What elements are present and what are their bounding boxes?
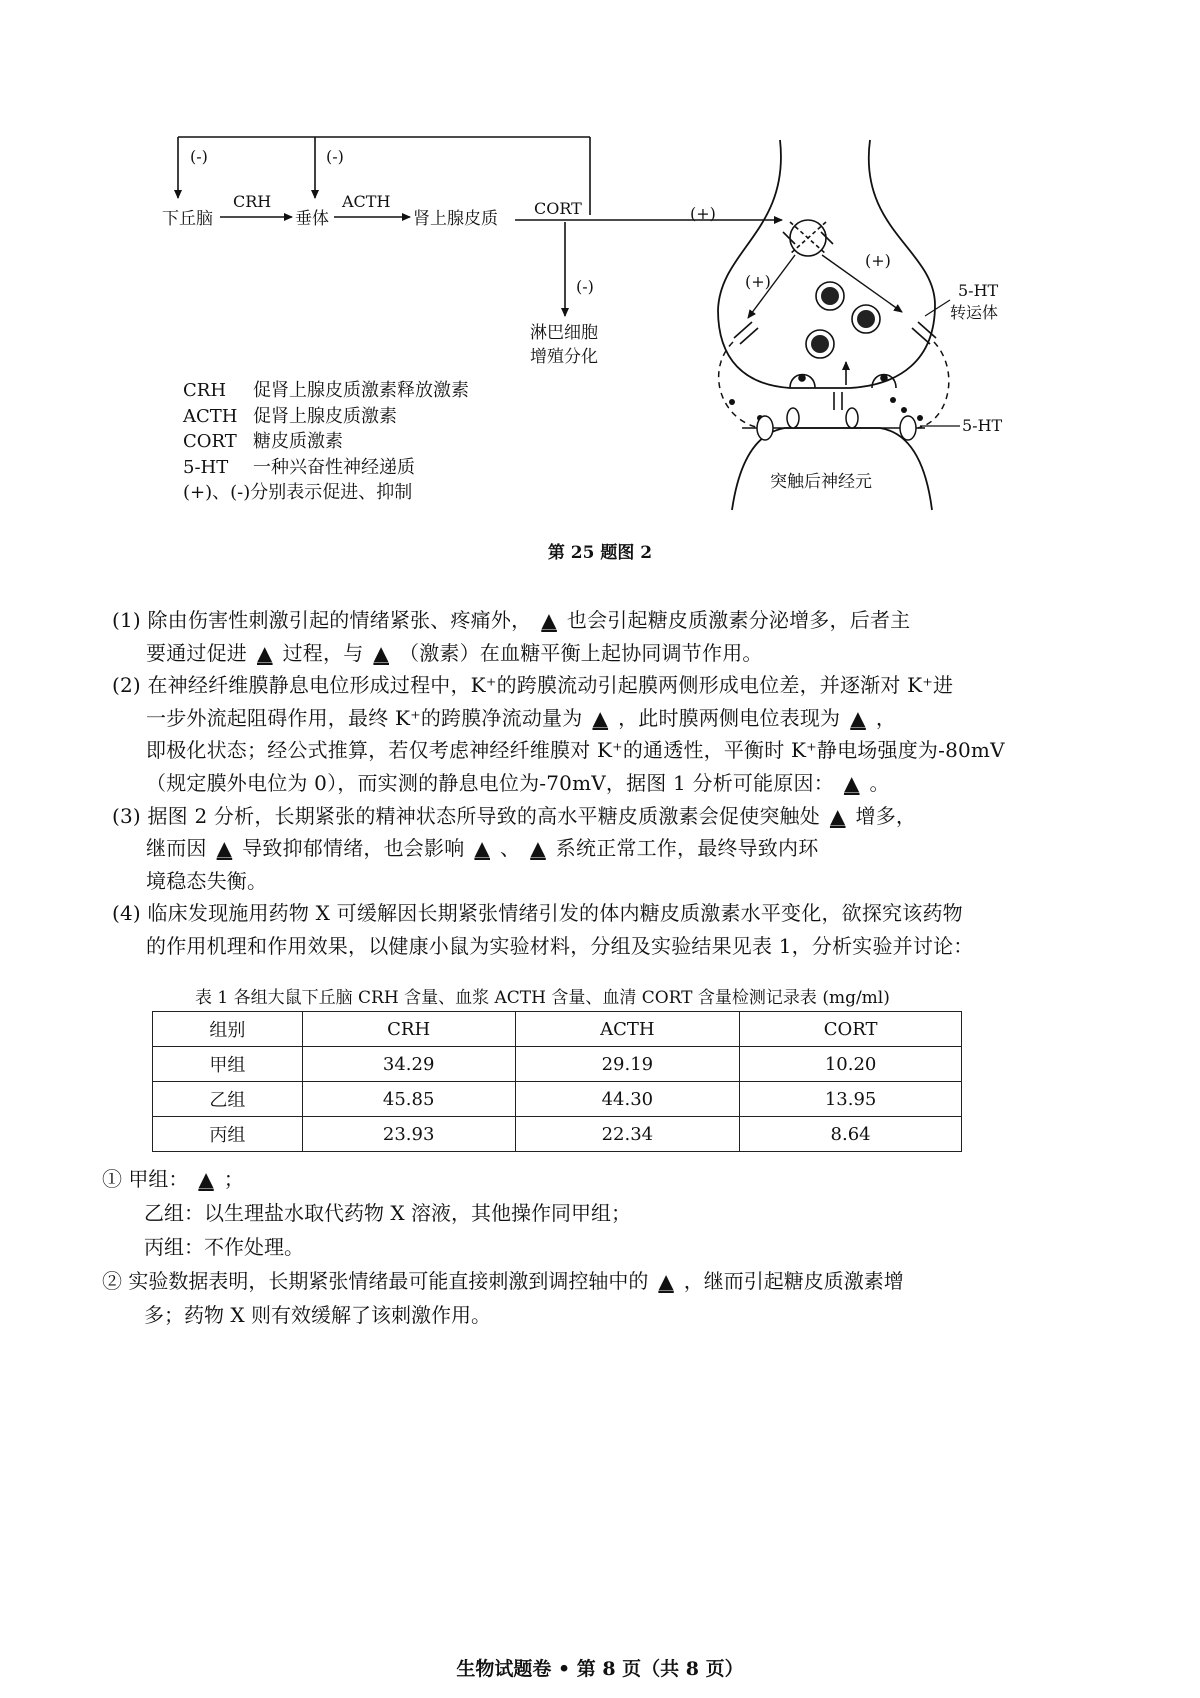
hypothalamus-label: 下丘脑	[162, 209, 213, 229]
inner-promote-left: (+)	[745, 272, 771, 291]
table-caption: 表 1 各组大鼠下丘脑 CRH 含量、血浆 ACTH 含量、血清 CORT 含量检测记录表 (mg/ml)	[195, 988, 890, 1008]
ht-label: 5-HT	[962, 416, 1003, 435]
results-table	[152, 1011, 962, 1152]
table-cell: 34.29	[302, 1047, 515, 1082]
answer-blank[interactable]: ▲	[843, 770, 860, 795]
answer-blank[interactable]: ▲	[592, 705, 609, 730]
table-row	[153, 1082, 962, 1117]
table-header-cell: 组别	[153, 1012, 303, 1047]
lymph-label-line1: 淋巴细胞	[530, 323, 598, 343]
experiment-discussion	[102, 1162, 1102, 1332]
a-line2: 乙组：以生理盐水取代药物 X 溶液，其他操作同甲组；	[144, 1201, 631, 1225]
inner-promote-right: (+)	[865, 251, 891, 270]
diagram-legend	[183, 378, 469, 506]
cort-label: CORT	[534, 199, 582, 218]
table-cell: 45.85	[302, 1082, 515, 1117]
table-header-row	[153, 1012, 962, 1047]
a-line1: ① 甲组： ▲ ；	[102, 1162, 1102, 1196]
table-cell: 23.93	[302, 1117, 515, 1152]
q2-line4: （规定膜外电位为 0），而实测的静息电位为-70mV，据图 1 分析可能原因： ▲ 。	[112, 767, 1092, 800]
table-cell: 13.95	[740, 1082, 962, 1117]
a-line3: 丙组：不作处理。	[144, 1235, 304, 1259]
release-sites	[790, 362, 896, 388]
table-cell: 丙组	[153, 1117, 303, 1152]
pituitary-inhibit-label: (-)	[326, 147, 344, 166]
transporter-icons	[734, 322, 936, 410]
table-cell: 10.20	[740, 1047, 962, 1082]
table-cell: 8.64	[740, 1117, 962, 1152]
q2-line1: (2) 在神经纤维膜静息电位形成过程中，K⁺的跨膜流动引起膜两侧形成电位差，并逐渐对 K⁺进	[112, 673, 954, 698]
postsynaptic-neuron	[732, 428, 932, 510]
crh-arrow-label: CRH	[233, 192, 272, 211]
cort-receptor-icon	[783, 220, 833, 256]
q3-line1: (3) 据图 2 分析，长期紧张的精神状态所导致的高水平糖皮质激素会促使突触处 ▲ 增多，	[112, 800, 1092, 833]
table-row	[153, 1047, 962, 1082]
q4-line2: 的作用机理和作用效果，以健康小鼠为实验材料，分组及实验结果见表 1，分析实验并讨论：	[146, 933, 974, 958]
table-header-cell: CORT	[740, 1012, 962, 1047]
answer-blank[interactable]: ▲	[216, 836, 233, 861]
reuptake-paths	[719, 342, 949, 428]
b-line2: 多；药物 X 则有效缓解了该刺激作用。	[144, 1303, 491, 1327]
legend-row: CORT 糖皮质激素	[183, 431, 343, 452]
legend-row: CRH 促肾上腺皮质激素释放激素	[183, 380, 469, 401]
table-cell: 乙组	[153, 1082, 303, 1117]
questions	[112, 604, 1092, 963]
legend-row: (+)、(-)分别表示促进、抑制	[183, 482, 413, 503]
serotonin-dots	[729, 397, 923, 421]
lymph-inhibit-label: (-)	[576, 277, 594, 296]
page-footer: 生物试题卷 • 第 8 页（共 8 页）	[456, 1658, 744, 1680]
q1-line2: 要通过促进 ▲ 过程，与 ▲ （激素）在血糖平衡上起协同调节作用。	[112, 637, 1092, 670]
transporter-label-line1: 5-HT	[958, 281, 999, 300]
answer-blank[interactable]: ▲	[373, 640, 389, 665]
q3-line2: 继而因 ▲ 导致抑郁情绪，也会影响 ▲ 、 ▲ 系统正常工作，最终导致内环	[112, 832, 1092, 865]
table-cell: 22.34	[515, 1117, 740, 1152]
answer-blank[interactable]: ▲	[257, 640, 273, 665]
figure-caption: 第 25 题图 2	[547, 543, 653, 563]
q3-line3: 境稳态失衡。	[146, 868, 268, 893]
legend-row: 5-HT 一种兴奋性神经递质	[183, 456, 415, 478]
acth-arrow-label: ACTH	[342, 192, 391, 211]
answer-blank[interactable]: ▲	[829, 803, 846, 828]
hypothalamus-inhibit-label: (-)	[190, 147, 208, 166]
table-header-cell: ACTH	[515, 1012, 740, 1047]
answer-blank[interactable]: ▲	[474, 836, 490, 861]
answer-blank[interactable]: ▲	[541, 608, 557, 632]
cort-promote-label: (+)	[690, 204, 716, 223]
table-row	[153, 1117, 962, 1152]
transporter-label-line2: 转运体	[950, 303, 999, 322]
q2-line3: 即极化状态；经公式推算，若仅考虑神经纤维膜对 K⁺的通透性，平衡时 K⁺静电场强度为-80mV	[146, 738, 1005, 763]
q4-line1: (4) 临床发现施用药物 X 可缓解因长期紧张情绪引发的体内糖皮质激素水平变化，欲探究该药物	[112, 901, 963, 926]
pituitary-label: 垂体	[295, 209, 329, 229]
presynaptic-terminal	[718, 140, 935, 388]
vesicles	[806, 282, 880, 358]
adrenal-cortex-label: 肾上腺皮质	[413, 209, 498, 229]
postsynaptic-receptors	[757, 408, 916, 440]
table-cell: 甲组	[153, 1047, 303, 1082]
table-cell: 29.19	[515, 1047, 740, 1082]
postsynaptic-label: 突触后神经元	[770, 472, 872, 492]
answer-blank[interactable]: ▲	[530, 836, 546, 861]
q2-line2: 一步外流起阻碍作用，最终 K⁺的跨膜净流动量为 ▲ ，此时膜两侧电位表现为 ▲ ，	[112, 702, 1092, 735]
legend-row: ACTH 促肾上腺皮质激素	[183, 405, 397, 427]
b-line1: ② 实验数据表明，长期紧张情绪最可能直接刺激到调控轴中的 ▲ ，继而引起糖皮质激素增	[102, 1264, 1102, 1298]
answer-blank[interactable]: ▲	[658, 1269, 674, 1293]
table-header-cell: CRH	[302, 1012, 515, 1047]
answer-blank[interactable]: ▲	[198, 1167, 214, 1191]
lymph-label-line2: 增殖分化	[530, 347, 598, 367]
figure-diagram	[0, 0, 1200, 540]
table-cell: 44.30	[515, 1082, 740, 1117]
answer-blank[interactable]: ▲	[850, 705, 866, 730]
q1-line1: (1) 除由伤害性刺激引起的情绪紧张、疼痛外， ▲ 也会引起糖皮质激素分泌增多，后者主	[112, 604, 1092, 637]
